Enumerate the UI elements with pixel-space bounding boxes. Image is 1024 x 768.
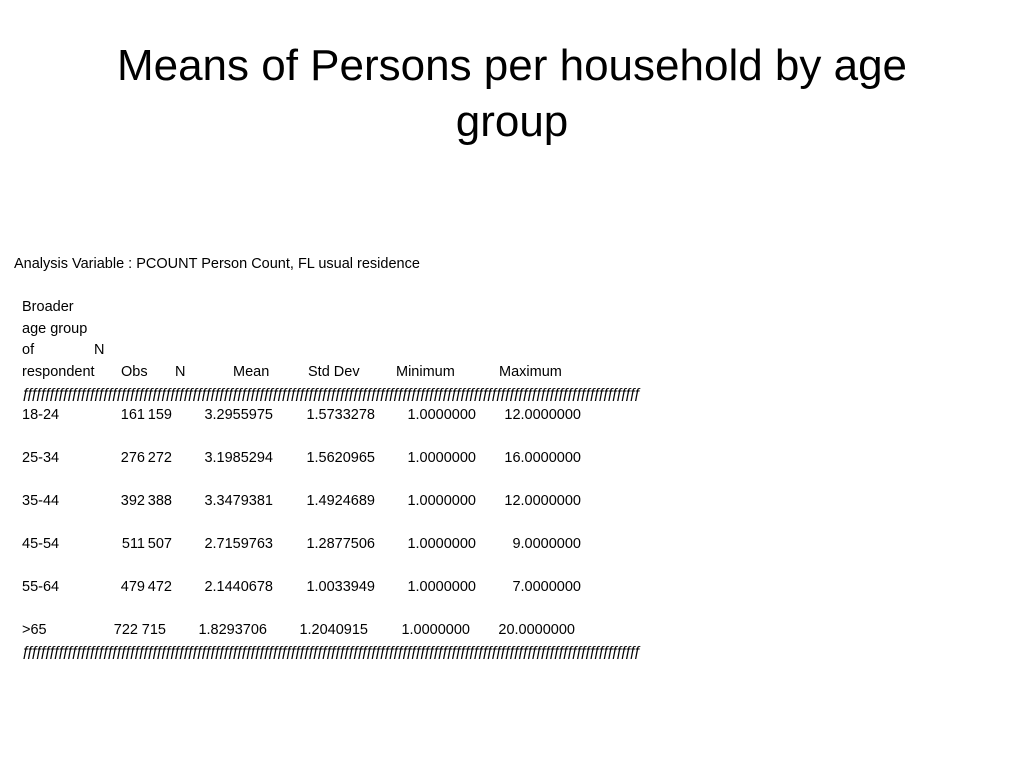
header-n: N: [175, 364, 186, 380]
minimum-cell: 1.0000000: [407, 407, 476, 423]
std-dev-cell: 1.2877506: [306, 536, 375, 552]
mean-cell: 2.7159763: [204, 536, 273, 552]
mean-cell: 3.1985294: [204, 450, 273, 466]
age-group-cell: 45-54: [22, 536, 60, 552]
maximum-cell: 7.0000000: [512, 579, 581, 595]
n-cell: 272: [147, 450, 172, 466]
obs-cell: 511: [121, 536, 145, 552]
maximum-cell: 12.0000000: [504, 407, 581, 423]
n-cell: 715: [141, 622, 166, 638]
mean-cell: 2.1440678: [204, 579, 273, 595]
header-age-group: age group: [22, 321, 88, 337]
minimum-cell: 1.0000000: [407, 579, 476, 595]
header-std-dev: Std Dev: [308, 364, 360, 380]
table-row: [22, 448, 622, 468]
n-cell: 388: [147, 493, 172, 509]
mean-cell: 1.8293706: [198, 622, 267, 638]
obs-cell: 392: [120, 493, 145, 509]
n-cell: 472: [147, 579, 172, 595]
maximum-cell: 20.0000000: [498, 622, 575, 638]
header-obs: Obs: [121, 364, 148, 380]
table-row: [22, 405, 622, 425]
header-minimum: Minimum: [396, 364, 455, 380]
maximum-cell: 9.0000000: [512, 536, 581, 552]
header-broader: Broader: [22, 299, 74, 315]
minimum-cell: 1.0000000: [401, 622, 470, 638]
n-cell: 159: [147, 407, 172, 423]
slide-title: Means of Persons per household by age group: [116, 41, 908, 146]
age-group-cell: 18-24: [22, 407, 60, 423]
minimum-cell: 1.0000000: [407, 450, 476, 466]
table-row: [22, 620, 622, 640]
header-respondent: respondent: [22, 364, 95, 380]
maximum-cell: 12.0000000: [504, 493, 581, 509]
table-row: [22, 491, 622, 511]
mean-cell: 3.2955975: [204, 407, 273, 423]
std-dev-cell: 1.5733278: [306, 407, 375, 423]
age-group-cell: >65: [22, 622, 47, 638]
minimum-cell: 1.0000000: [407, 493, 476, 509]
obs-cell: 722: [113, 622, 138, 638]
age-group-cell: 25-34: [22, 450, 60, 466]
std-dev-cell: 1.0033949: [306, 579, 375, 595]
age-group-cell: 35-44: [22, 493, 60, 509]
maximum-cell: 16.0000000: [504, 450, 581, 466]
obs-cell: 161: [120, 407, 145, 423]
n-cell: 507: [147, 536, 172, 552]
minimum-cell: 1.0000000: [407, 536, 476, 552]
mean-cell: 3.3479381: [204, 493, 273, 509]
analysis-variable-label: Analysis Variable : PCOUNT Person Count, FL usual residence: [14, 256, 420, 272]
std-dev-cell: 1.4924689: [306, 493, 375, 509]
table-row: [22, 577, 622, 597]
std-dev-cell: 1.2040915: [299, 622, 368, 638]
table-top-rule: ƒƒƒƒƒƒƒƒƒƒƒƒƒƒƒƒƒƒƒƒƒƒƒƒƒƒƒƒƒƒƒƒƒƒƒƒƒƒƒƒƒƒƒƒƒƒƒƒƒƒƒƒƒƒƒƒƒƒƒƒƒƒƒƒƒƒƒƒƒƒƒƒƒƒƒƒƒƒƒƒƒƒƒƒƒƒƒƒƒƒƒƒƒƒƒƒƒƒƒƒƒƒƒƒƒƒƒƒƒƒƒƒƒƒƒƒƒƒƒƒƒƒƒƒƒƒƒƒƒƒƒƒƒƒƒƒƒƒ: [22, 386, 639, 402]
table-row: [22, 534, 622, 554]
std-dev-cell: 1.5620965: [306, 450, 375, 466]
table-bottom-rule: ƒƒƒƒƒƒƒƒƒƒƒƒƒƒƒƒƒƒƒƒƒƒƒƒƒƒƒƒƒƒƒƒƒƒƒƒƒƒƒƒƒƒƒƒƒƒƒƒƒƒƒƒƒƒƒƒƒƒƒƒƒƒƒƒƒƒƒƒƒƒƒƒƒƒƒƒƒƒƒƒƒƒƒƒƒƒƒƒƒƒƒƒƒƒƒƒƒƒƒƒƒƒƒƒƒƒƒƒƒƒƒƒƒƒƒƒƒƒƒƒƒƒƒƒƒƒƒƒƒƒƒƒƒƒƒƒƒƒ: [22, 644, 639, 660]
header-maximum: Maximum: [499, 364, 562, 380]
age-group-cell: 55-64: [22, 579, 60, 595]
header-mean: Mean: [233, 364, 270, 380]
header-n-top: N: [94, 342, 105, 358]
header-of: of: [22, 342, 35, 358]
obs-cell: 479: [120, 579, 145, 595]
obs-cell: 276: [120, 450, 145, 466]
